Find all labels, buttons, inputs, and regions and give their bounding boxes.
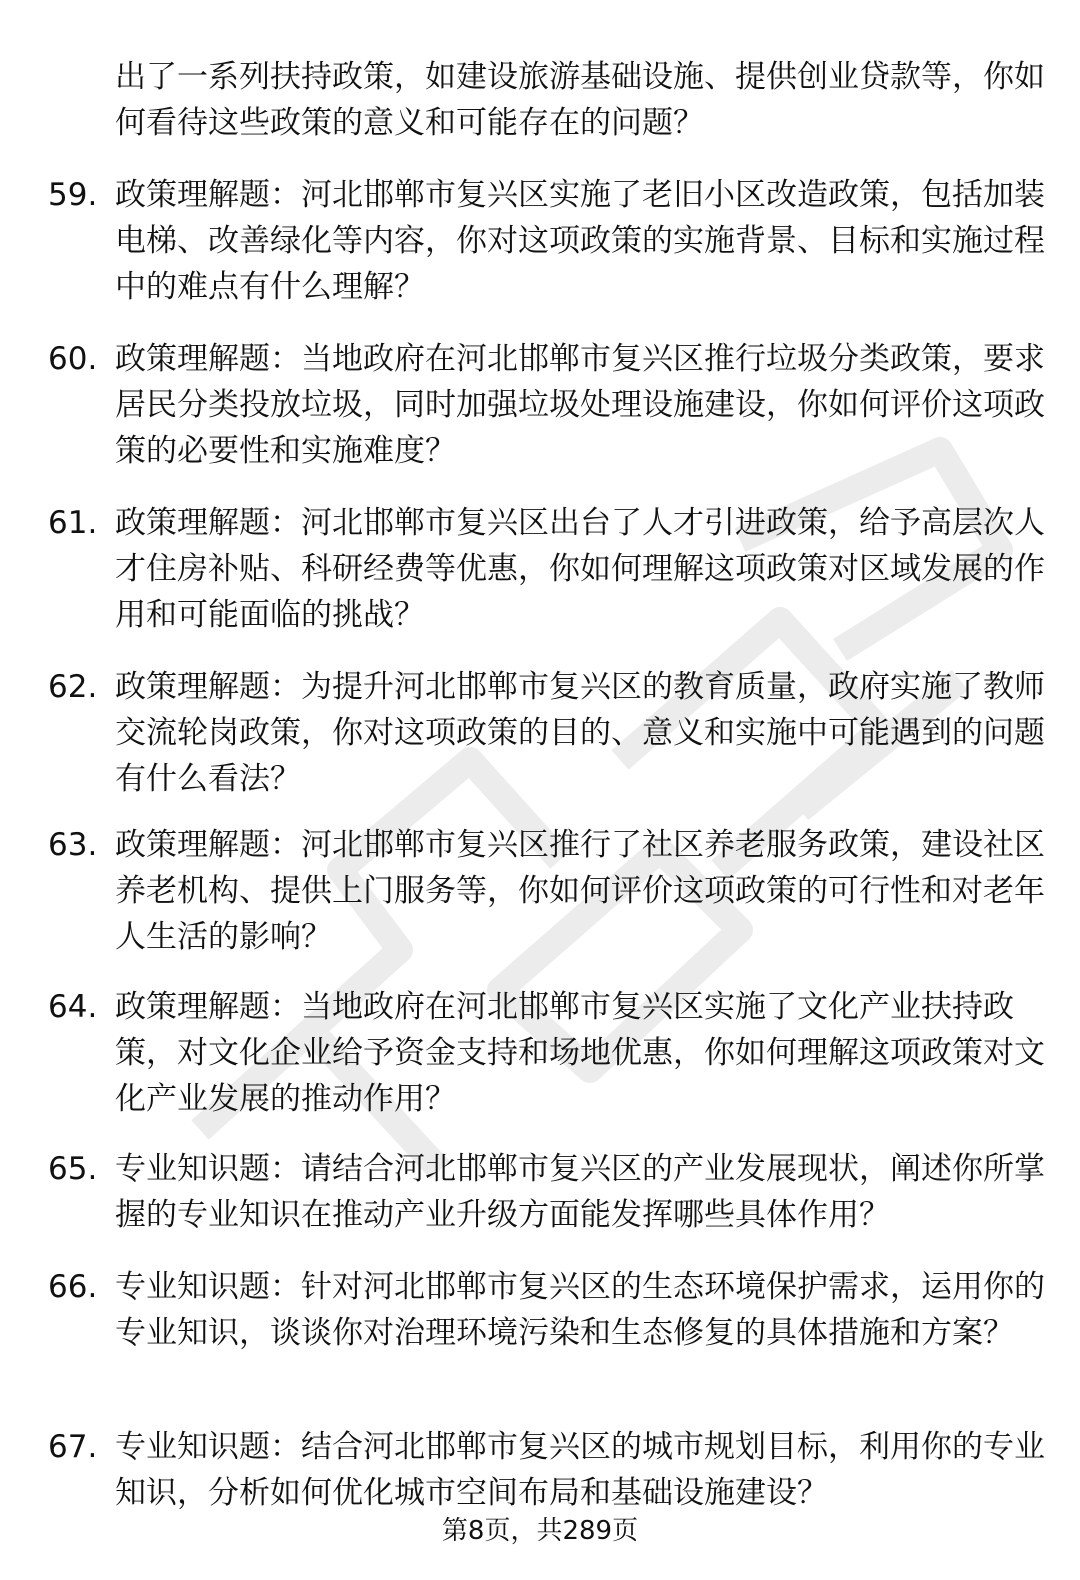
question-item: [48, 1264, 1048, 1356]
question-number: 61.: [48, 505, 98, 541]
question-text: 专业知识题：结合河北邯郸市复兴区的城市规划目标，利用你的专业知识，分析如何优化城市空间布局和基础设施建设？: [115, 1429, 1045, 1511]
question-item: [48, 336, 1048, 474]
question-number: 62.: [48, 669, 98, 705]
question-text: 专业知识题：请结合河北邯郸市复兴区的产业发展现状，阐述你所掌握的专业知识在推动产业升级方面能发挥哪些具体作用？: [115, 1151, 1045, 1233]
question-item: [48, 664, 1048, 802]
question-item: [48, 172, 1048, 310]
question-item: [48, 500, 1048, 638]
question-item: [48, 1424, 1048, 1516]
question-item: [48, 984, 1048, 1122]
question-text: 政策理解题：河北邯郸市复兴区推行了社区养老服务政策，建设社区养老机构、提供上门服务等，你如何评价这项政策的可行性和对老年人生活的影响？: [115, 827, 1045, 955]
question-number: 59.: [48, 177, 98, 213]
question-number: 67.: [48, 1429, 98, 1465]
question-number: 65.: [48, 1151, 98, 1187]
question-text: 政策理解题：河北邯郸市复兴区出台了人才引进政策，给予高层次人才住房补贴、科研经费等优惠，你如何理解这项政策对区域发展的作用和可能面临的挑战？: [115, 505, 1045, 633]
page-footer: 第8页，共289页: [441, 1516, 639, 1546]
question-text: 政策理解题：当地政府在河北邯郸市复兴区实施了文化产业扶持政策，对文化企业给予资金支持和场地优惠，你如何理解这项政策对文化产业发展的推动作用？: [115, 989, 1045, 1117]
question-number: 63.: [48, 827, 98, 863]
question-item: [48, 1146, 1048, 1238]
continued-question-text: 出了一系列扶持政策，如建设旅游基础设施、提供创业贷款等，你如何看待这些政策的意义和可能存在的问题？: [115, 59, 1045, 141]
question-text: 政策理解题：河北邯郸市复兴区实施了老旧小区改造政策，包括加装电梯、改善绿化等内容，你对这项政策的实施背景、目标和实施过程中的难点有什么理解？: [115, 177, 1045, 305]
question-number: 64.: [48, 989, 98, 1025]
question-text: 专业知识题：针对河北邯郸市复兴区的生态环境保护需求，运用你的专业知识，谈谈你对治理环境污染和生态修复的具体措施和方案？: [115, 1269, 1045, 1351]
question-text: 政策理解题：当地政府在河北邯郸市复兴区推行垃圾分类政策，要求居民分类投放垃圾，同时加强垃圾处理设施建设，你如何评价这项政策的必要性和实施难度？: [115, 341, 1045, 469]
question-number: 66.: [48, 1269, 98, 1305]
question-number: 60.: [48, 341, 98, 377]
question-text: 政策理解题：为提升河北邯郸市复兴区的教育质量，政府实施了教师交流轮岗政策，你对这项政策的目的、意义和实施中可能遇到的问题有什么看法？: [115, 669, 1045, 797]
question-item: [48, 822, 1048, 960]
